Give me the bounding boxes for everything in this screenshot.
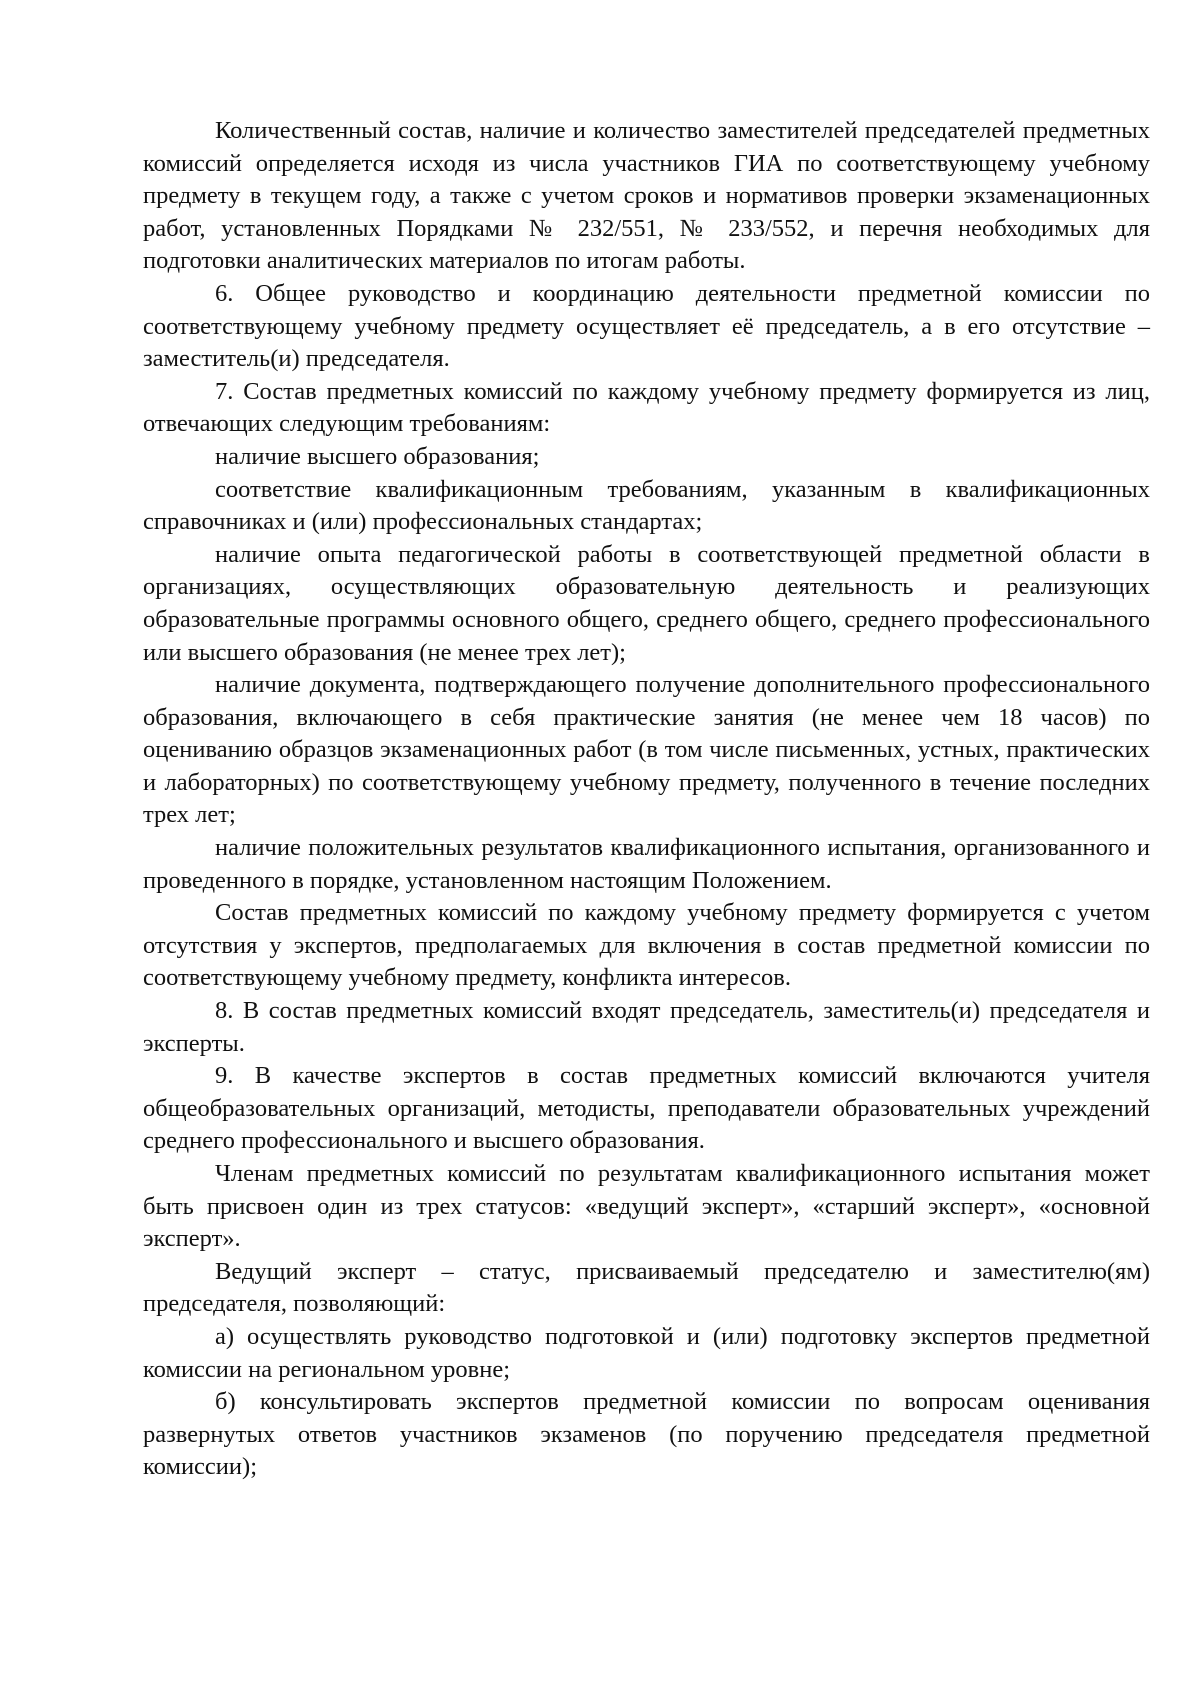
document-page [143,115,1150,1484]
paragraph-commission-composition: Количественный состав, наличие и количество заместителей председателей предметных комиссий определяется исходя из числа участников ГИА по соответствующему учебному предмету в текущем году, а также с учетом сроков и нормативов проверки экзаменационных работ, установленных Порядками № 232/551, № 233/552, и перечня необходимых для подготовки аналитических материалов по итогам работы. [143,117,1150,275]
paragraph-conflict-of-interest: Состав предметных комиссий по каждому учебному предмету формируется с учетом отсутствия у экспертов, предполагаемых для включения в состав предметной комиссии по соответствующему учебному предмету, конфликта интересов. [143,899,1150,992]
paragraph-6-general-management: 6. Общее руководство и координацию деятельности предметной комиссии по соответствующему учебному предмету осуществляет её председатель, а в его отсутствие – заместитель(и) председателя. [143,279,1150,373]
list-item-b: б) консультировать экспертов предметной комиссии по вопросам оценивания развернутых ответов участников экзаменов (по поручению председателя предметной комиссии); [143,1388,1150,1481]
paragraph-leading-expert: Ведущий эксперт – статус, присваиваемый председателю и заместителю(ям) председателя, позволяющий: [143,1257,1150,1318]
requirement-qualification: соответствие квалификационным требованиям, указанным в квалификационных справочниках и (или) профессиональных стандартах; [143,475,1150,536]
requirement-qualification-test: наличие положительных результатов квалификационного испытания, организованного и проведенного в порядке, установленном настоящим Положением. [143,834,1150,894]
paragraph-8-members: 8. В состав предметных комиссий входят председатель, заместитель(и) председателя и эксперты. [143,997,1150,1057]
paragraph-7-requirements: 7. Состав предметных комиссий по каждому учебному предмету формируется из лиц, отвечающих следующим требованиям: [143,377,1150,438]
paragraph-expert-statuses: Членам предметных комиссий по результатам квалификационного испытания может быть присвоен один из трех статусов: «ведущий эксперт», «старший эксперт», «основной эксперт». [143,1160,1150,1253]
list-item-a: а) осуществлять руководство подготовкой и (или) подготовку экспертов предметной комиссии на региональном уровне; [143,1322,1150,1383]
requirement-additional-education: наличие документа, подтверждающего получение дополнительного профессионального образования, включающего в себя практические занятия (не менее чем 18 часов) по оцениванию образцов экзаменационных работ (в том числе письменных, устных, практических и лабораторных) по соответствующему учебному предмету, полученного в течение последних трех лет; [143,671,1150,829]
requirement-teaching-experience: наличие опыта педагогической работы в соответствующей предметной области в организациях, осуществляющих образовательную деятельность и реализующих образовательные программы основного общего, среднего общего, среднего профессионального или высшего образования (не менее трех лет); [143,540,1150,666]
paragraph-9-experts: 9. В качестве экспертов в состав предметных комиссий включаются учителя общеобразовательных организаций, методисты, преподаватели образовательных учреждений среднего профессионального и высшего образования. [143,1062,1150,1155]
requirement-higher-education: наличие высшего образования; [215,442,540,470]
